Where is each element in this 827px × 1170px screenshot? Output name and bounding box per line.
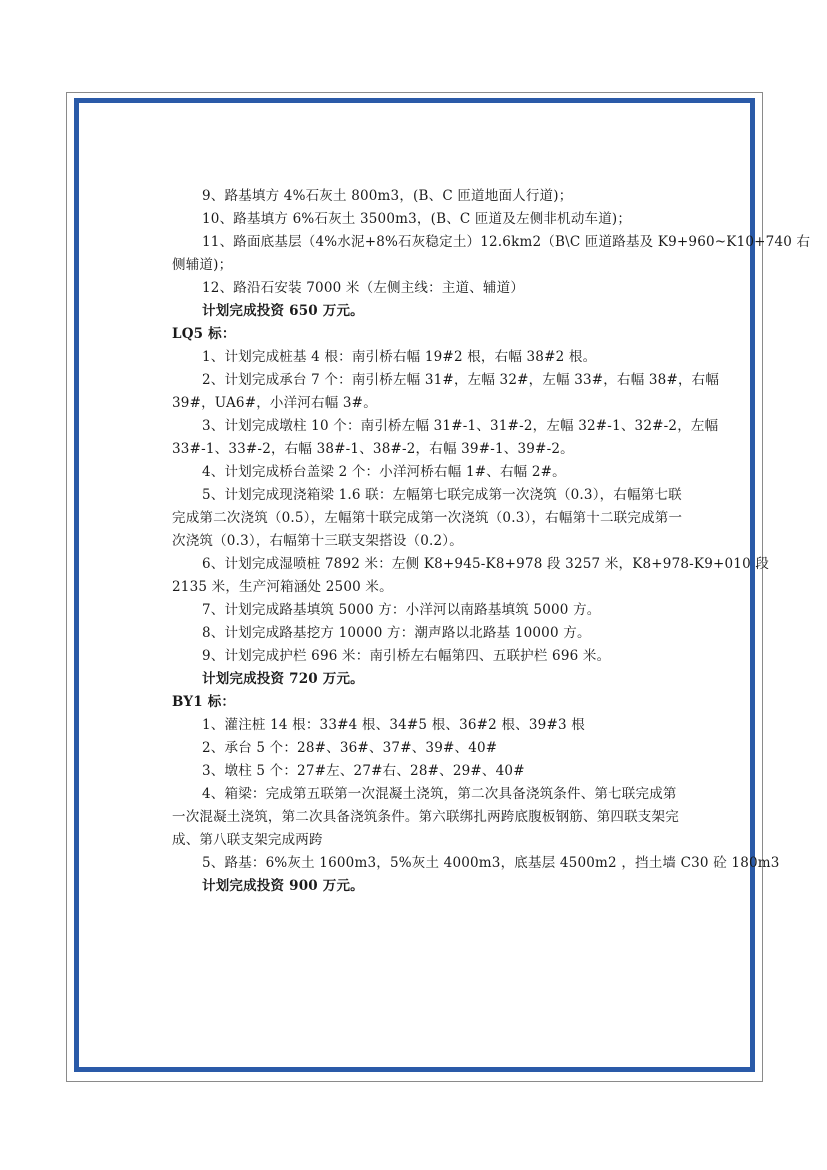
- list-item: 9、计划完成护栏 696 米：南引桥左右幅第四、五联护栏 696 米。: [202, 648, 611, 664]
- section-heading-by1: BY1 标：: [172, 694, 236, 710]
- list-item: 5、计划完成现浇箱梁 1.6 联：左幅第七联完成第一次浇筑（0.3），右幅第七联: [202, 487, 682, 503]
- list-item: 4、箱梁：完成第五联第一次混凝土浇筑，第二次具备浇筑条件、第七联完成第: [202, 786, 677, 802]
- list-item: 8、计划完成路基挖方 10000 方：潮声路以北路基 10000 方。: [202, 625, 591, 641]
- list-item-continuation: 成、第八联支架完成两跨: [172, 832, 323, 848]
- list-item: 1、灌注桩 14 根：33#4 根、34#5 根、36#2 根、39#3 根: [202, 717, 585, 733]
- list-item: 3、计划完成墩柱 10 个：南引桥左幅 31#-1、31#-2，左幅 32#-1、32#-2，左幅: [202, 418, 719, 434]
- list-item-continuation: 完成第二次浇筑（0.5），左幅第十联完成第一次浇筑（0.3），右幅第十二联完成第一: [172, 510, 683, 526]
- investment-total-lq4: 计划完成投资 650 万元。: [202, 303, 364, 319]
- document-body: [172, 185, 811, 898]
- list-item-continuation: 39#，UA6#，小洋河右幅 3#。: [172, 395, 377, 411]
- list-item: 9、路基填方 4%石灰土 800m3，(B、C 匝道地面人行道)；: [202, 188, 573, 204]
- list-item: 6、计划完成湿喷桩 7892 米：左侧 K8+945-K8+978 段 3257 米，K8+978-K9+010 段: [202, 556, 770, 572]
- list-item: 12、路沿石安装 7000 米（左侧主线：主道、辅道）: [202, 280, 525, 296]
- list-item: 2、计划完成承台 7 个：南引桥左幅 31#，左幅 32#，左幅 33#，右幅 38#，右幅: [202, 372, 720, 388]
- list-item: 11、路面底基层（4%水泥+8%石灰稳定土）12.6km2（B\C 匝道路基及 K9+960~K10+740 右: [202, 234, 811, 250]
- list-item-continuation: 侧辅道)；: [172, 257, 233, 273]
- list-item-continuation: 次浇筑（0.3），右幅第十三联支架搭设（0.2）。: [172, 533, 463, 549]
- investment-total-lq5: 计划完成投资 720 万元。: [202, 671, 364, 687]
- list-item: 3、墩柱 5 个：27#左、27#右、28#、29#、40#: [202, 763, 525, 779]
- list-item: 4、计划完成桥台盖梁 2 个：小洋河桥右幅 1#、右幅 2#。: [202, 464, 566, 480]
- list-item-continuation: 33#-1、33#-2，右幅 38#-1、38#-2，右幅 39#-1、39#-2。: [172, 441, 574, 457]
- list-item: 10、路基填方 6%石灰土 3500m3，(B、C 匝道及左侧非机动车道)；: [202, 211, 632, 227]
- section-heading-lq5: LQ5 标：: [172, 326, 236, 342]
- list-item-continuation: 2135 米，生产河箱涵处 2500 米。: [172, 579, 393, 595]
- list-item: 5、路基：6%灰土 1600m3，5%灰土 4000m3，底基层 4500m2 ，挡土墙 C30 砼 180m3: [202, 855, 780, 871]
- list-item: 2、承台 5 个：28#、36#、37#、39#、40#: [202, 740, 498, 756]
- investment-total-by1: 计划完成投资 900 万元。: [202, 878, 364, 894]
- list-item-continuation: 一次混凝土浇筑，第二次具备浇筑条件。第六联绑扎两跨底腹板钢筋、第四联支架完: [172, 809, 679, 825]
- list-item: 1、计划完成桩基 4 根：南引桥右幅 19#2 根，右幅 38#2 根。: [202, 349, 597, 365]
- list-item: 7、计划完成路基填筑 5000 方：小洋河以南路基填筑 5000 方。: [202, 602, 601, 618]
